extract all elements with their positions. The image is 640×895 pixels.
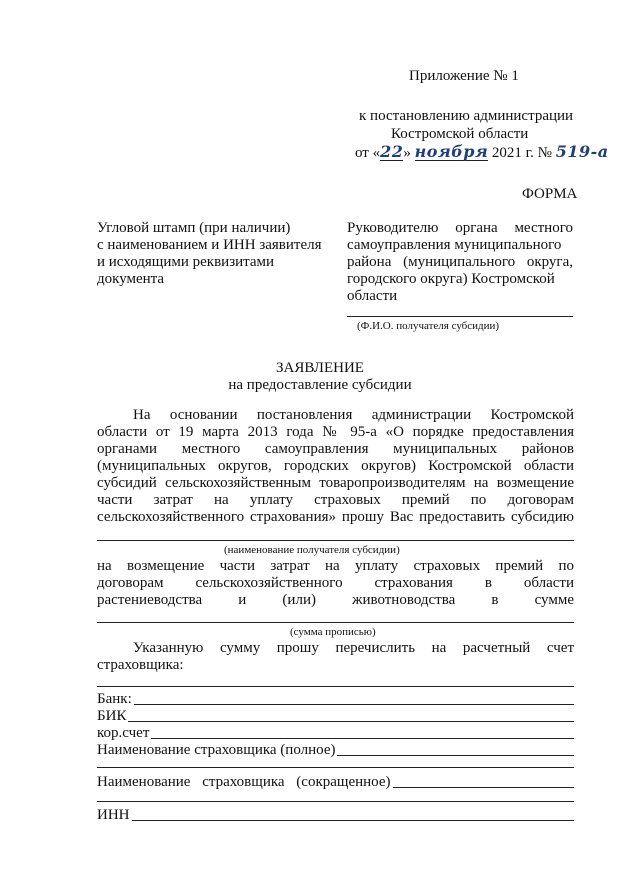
corr-account-label: кор.счет: [97, 725, 150, 741]
recipient-field-caption: (наименование получателя субсидии): [224, 544, 400, 556]
paragraph-1-line: субсидий сельскохозяйственным товаропроизводителям на возмещение: [97, 475, 574, 491]
appendix-date-line: [355, 143, 609, 162]
date-year: 2021 г. №: [491, 145, 552, 161]
date-number: 519-а: [555, 142, 609, 161]
paragraph-3-last-line: страховщика:: [97, 657, 184, 673]
paragraph-3-line: Указанную сумму прошу перечислить на расчетный счет: [133, 640, 574, 656]
date-prefix: от «: [355, 145, 381, 161]
insurer-short-label: Наименование страховщика (сокращенное): [97, 774, 391, 790]
inn-label: ИНН: [97, 807, 130, 823]
recipient-name-line: [347, 316, 573, 317]
stamp-line-1: Угловой штамп (при наличии): [97, 220, 291, 236]
paragraph-1-line: части затрат на уплату страховых премий по договорам: [97, 492, 574, 508]
insurer-full-continuation-line[interactable]: [97, 767, 574, 768]
appendix-line-2: Костромской области: [391, 126, 529, 142]
paragraph-1-line: области от 19 марта 2013 года № 95-а «О порядке предоставления: [97, 424, 574, 440]
addressee-line-3: района (муниципального округа,: [347, 254, 573, 270]
bik-field[interactable]: [97, 708, 574, 725]
date-day: 22: [380, 142, 404, 161]
paragraph-1-line: На основании постановления администрации Костромской: [133, 407, 574, 423]
amount-field-caption: (сумма прописью): [290, 626, 376, 638]
amount-field-line[interactable]: [97, 622, 574, 623]
paragraph-1-line: сельскохозяйственного страхования» прошу Вас предоставить субсидию: [97, 509, 574, 525]
insurer-full-input-line[interactable]: [337, 742, 574, 756]
addressee-line-5: области: [347, 288, 398, 304]
stamp-line-4: документа: [97, 271, 165, 287]
insurer-short-continuation-line[interactable]: [97, 801, 574, 802]
blank-line[interactable]: [97, 686, 574, 687]
insurer-full-field[interactable]: [97, 742, 574, 759]
corr-account-input-line[interactable]: [151, 725, 574, 739]
document-title: ЗАЯВЛЕНИЕ: [276, 360, 364, 376]
document-subtitle: на предоставление субсидии: [228, 377, 412, 393]
stamp-line-3: и исходящими реквизитами: [97, 254, 275, 270]
addressee-line-2: самоуправления муниципального: [347, 237, 562, 253]
appendix-line-1: к постановлению администрации: [359, 108, 574, 124]
bik-input-line[interactable]: [128, 708, 574, 722]
paragraph-1-line: органами местного самоуправления муниципальных районов: [97, 441, 574, 457]
paragraph-2-line: на возмещение части затрат на уплату страховых премий по: [97, 558, 574, 574]
bank-field[interactable]: [97, 691, 574, 708]
recipient-name-caption: (Ф.И.О. получателя субсидии): [357, 320, 500, 332]
paragraph-2-line: договорам сельскохозяйственного страхования в области: [97, 575, 574, 591]
inn-field[interactable]: [97, 807, 574, 824]
bik-label: БИК: [97, 708, 127, 724]
recipient-field-line[interactable]: [97, 540, 574, 541]
form-label: ФОРМА: [522, 186, 578, 202]
addressee-line-4: городского округа) Костромской: [347, 271, 555, 287]
insurer-full-label: Наименование страховщика (полное): [97, 742, 336, 758]
insurer-short-field[interactable]: [97, 774, 574, 791]
date-mid: »: [403, 145, 411, 161]
paragraph-2-line: растениеводства и (или) животноводства в сумме: [97, 592, 574, 608]
addressee-line-1: Руководителю органа местного: [347, 220, 573, 236]
paragraph-1-line: (муниципальных округов, городских округов) Костромской области: [97, 458, 574, 474]
corr-account-field[interactable]: [97, 725, 574, 742]
bank-input-line[interactable]: [134, 691, 574, 705]
appendix-title: Приложение № 1: [409, 68, 519, 84]
inn-input-line[interactable]: [132, 807, 575, 821]
stamp-line-2: с наименованием и ИНН заявителя: [97, 237, 322, 253]
date-month: ноября: [414, 142, 489, 161]
bank-label: Банк:: [97, 691, 132, 707]
insurer-short-input-line[interactable]: [393, 774, 574, 788]
